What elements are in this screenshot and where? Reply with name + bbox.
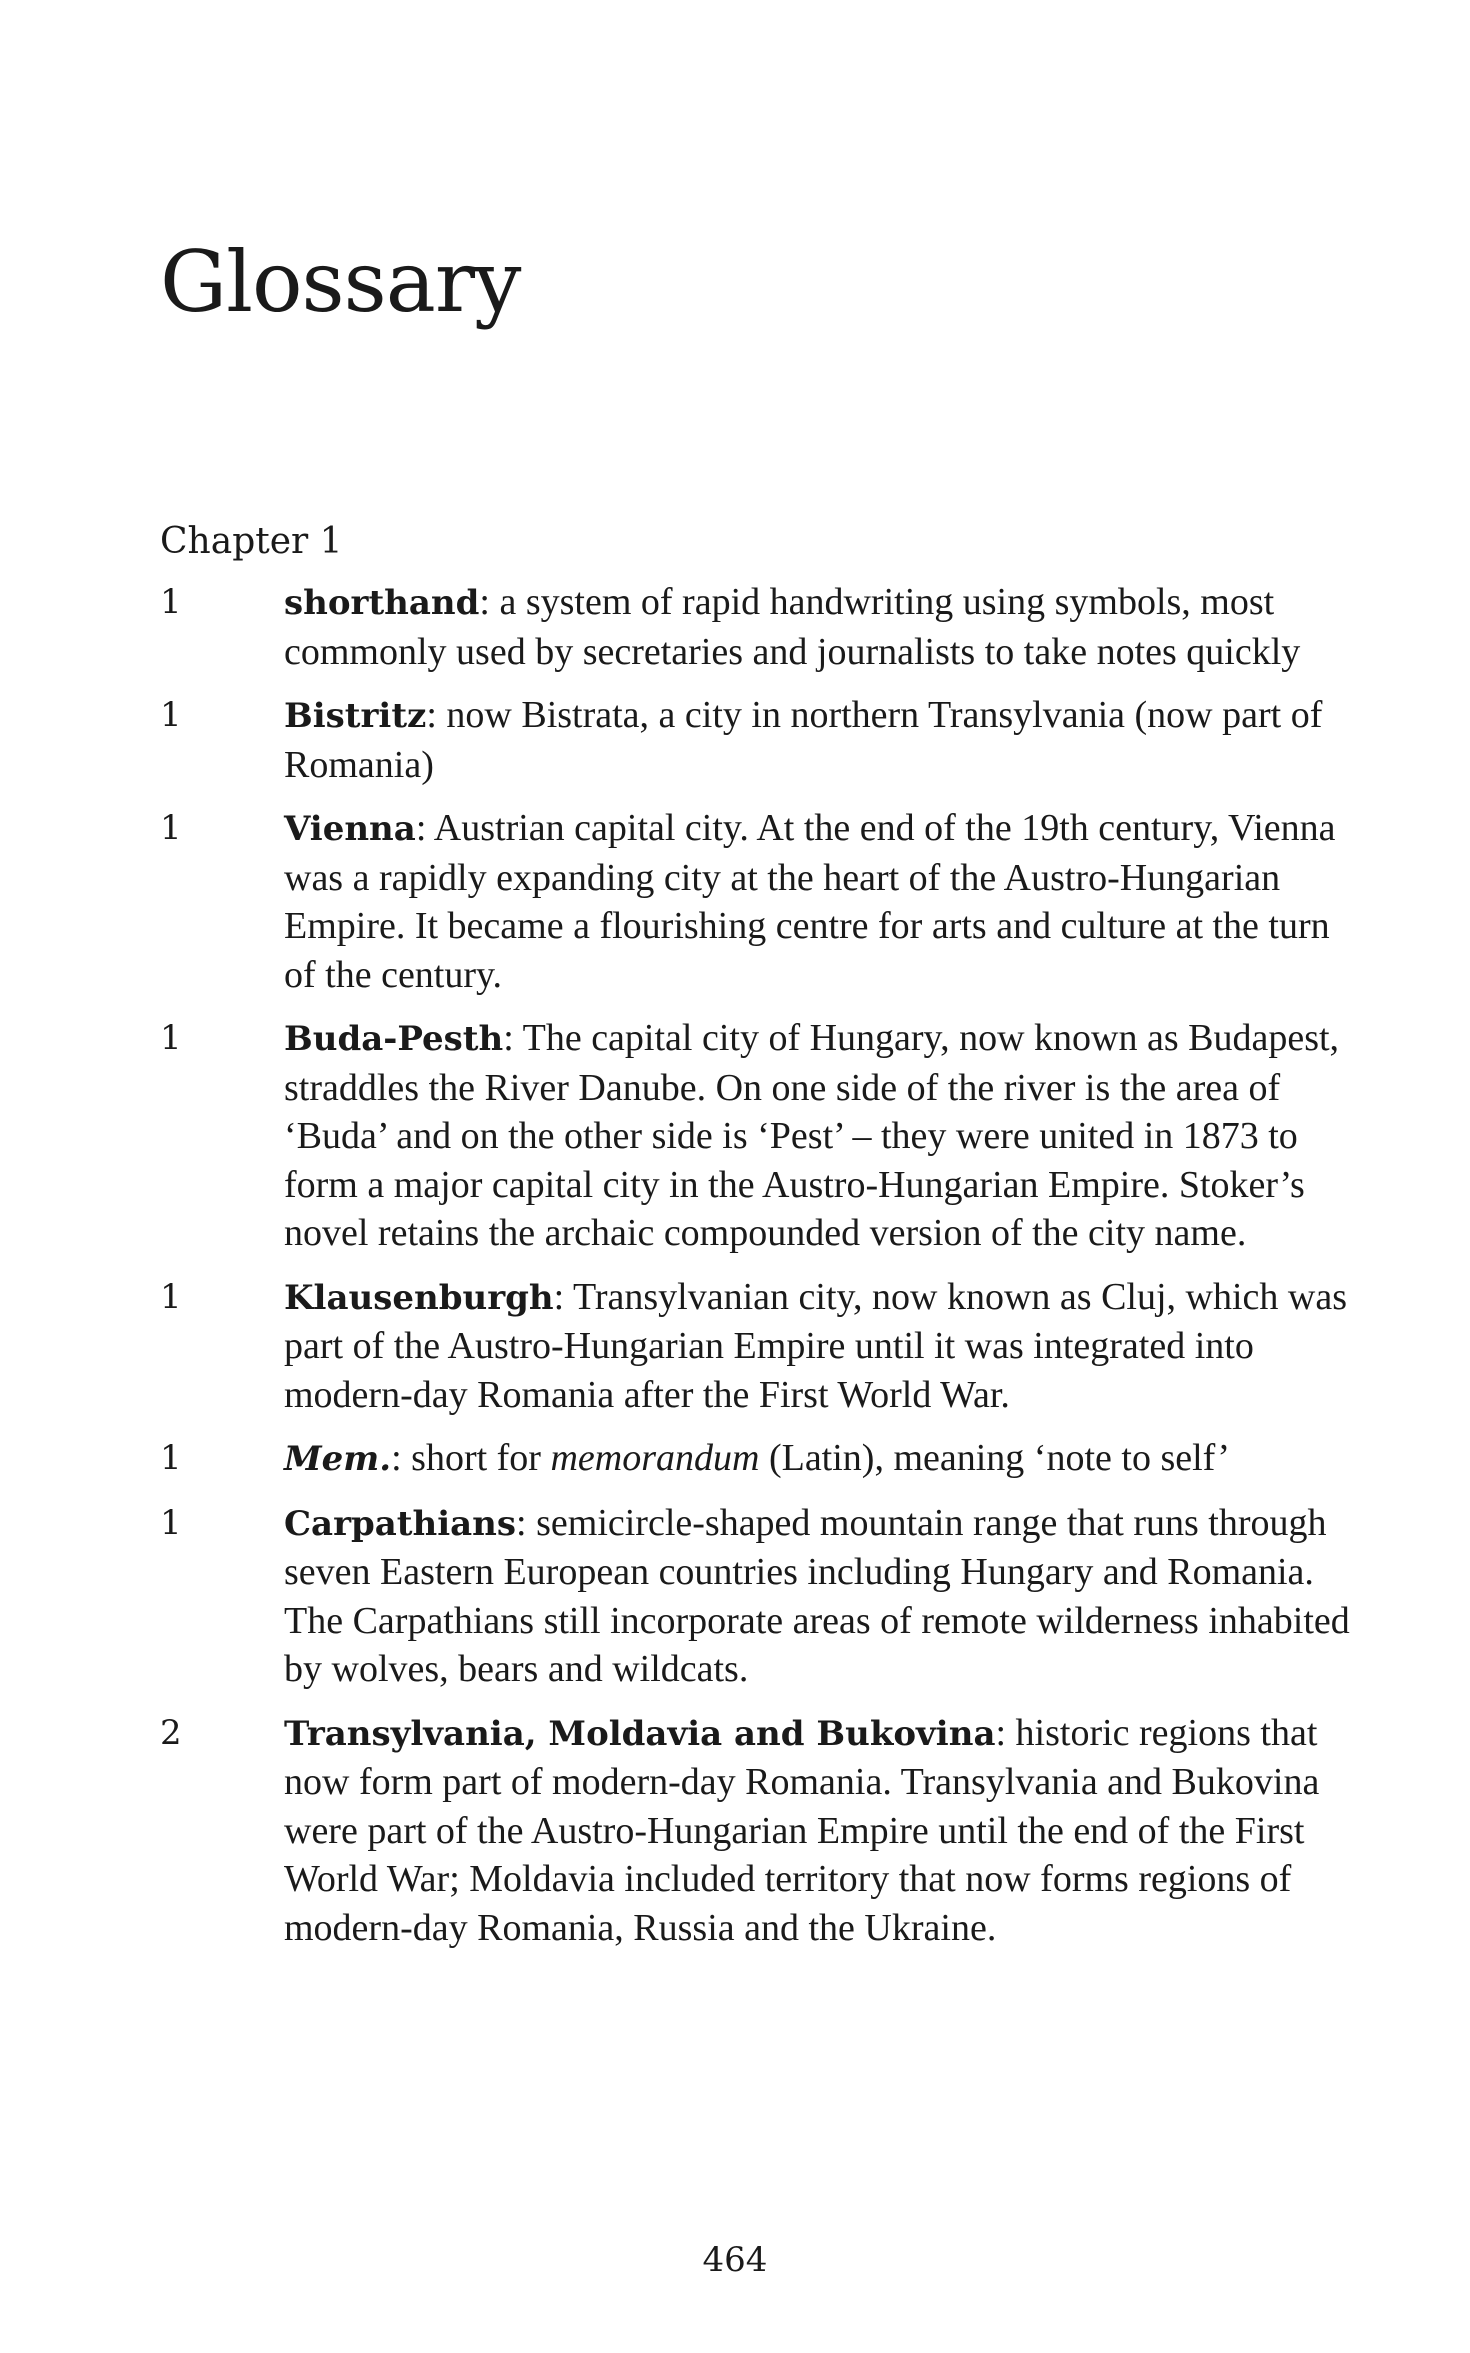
entry-body: Mem.: short for memorandum (Latin), meaning ‘note to self’ <box>284 1437 1231 1479</box>
page-title: Glossary <box>160 233 521 331</box>
entry-body: Klausenburgh: Transylvanian city, now known as Cluj, which was part of the Austro-Hungarian Empire until it was integrated into modern-day Romania after the First World War. <box>284 1275 1347 1416</box>
glossary-entry <box>160 1709 1350 1953</box>
glossary-entry <box>160 578 1350 676</box>
entry-term: Bistritz <box>284 696 427 736</box>
glossary-entry <box>160 1499 1350 1694</box>
entry-body: Transylvania, Moldavia and Bukovina: historic regions that now form part of modern-day Romania. Transylvania and Bukovina were part of the Austro-Hungarian Empire until the end of the First World War; Moldavia included territory that now forms regions of modern-day Romania, Russia and the Ukraine. <box>284 1711 1320 1949</box>
entry-term: Buda-Pesth <box>284 1019 504 1059</box>
glossary-entry <box>160 1273 1350 1420</box>
entry-term: Klausenburgh <box>284 1277 554 1318</box>
entry-definition: historic regions that now form part of modern-day Romania. Transylvania and Bukovina were part of the Austro-Hungarian Empire until the end of the First World War; Moldavia included territory that now forms regions of modern-day Romania, Russia and the Ukraine. <box>284 1711 1320 1949</box>
glossary-entry <box>160 691 1350 789</box>
entry-definition: Transylvanian city, now known as Cluj, which was part of the Austro-Hungarian Empire until it was integrated into modern-day Romania after the First World War. <box>284 1275 1347 1416</box>
entry-page-ref: 1 <box>160 1276 182 1317</box>
page-number: 464 <box>702 2240 768 2280</box>
entry-term: Carpathians <box>284 1503 517 1544</box>
entry-definition: a system of rapid handwriting using symbols, most commonly used by secretaries and journalists to take notes quickly <box>284 581 1301 673</box>
entry-page-ref: 1 <box>160 1502 182 1543</box>
entry-body: Bistritz: now Bistrata, a city in northern Transylvania (now part of Romania) <box>284 694 1323 786</box>
entry-page-ref: 1 <box>160 582 182 622</box>
entry-page-ref: 2 <box>160 1712 182 1753</box>
entry-body: Buda-Pesth: The capital city of Hungary, now known as Budapest, straddles the River Danube. On one side of the river is the area of ‘Buda’ and on the other side is ‘Pest’ – they were united in 1873 to form a major capital city in the Austro-Hungarian Empire. Stoker’s novel retains the archaic compounded version of the city name. <box>284 1017 1340 1254</box>
entry-definition: now Bistrata, a city in northern Transylvania (now part of Romania) <box>284 694 1323 786</box>
entry-page-ref: 1 <box>160 808 182 848</box>
glossary-list <box>160 578 1350 1967</box>
entry-definition: The capital city of Hungary, now known as Budapest, straddles the River Danube. On one side of the river is the area of ‘Buda’ and on the other side is ‘Pest’ – they were united in 1873 to form a major capital city in the Austro-Hungarian Empire. Stoker’s novel retains the archaic compounded version of the city name. <box>284 1017 1340 1254</box>
entry-body: shorthand: a system of rapid handwriting using symbols, most commonly used by secretaries and journalists to take notes quickly <box>284 581 1301 673</box>
entry-body: Carpathians: semicircle-shaped mountain range that runs through seven Eastern European countries including Hungary and Romania. The Carpathians still incorporate areas of remote wilderness inhabited by wolves, bears and wildcats. <box>284 1501 1350 1690</box>
entry-definition: Austrian capital city. At the end of the 19th century, Vienna was a rapidly expanding city at the heart of the Austro-Hungarian Empire. It became a flourishing centre for arts and culture at the turn of the century. <box>284 807 1336 996</box>
glossary-entry <box>160 804 1350 999</box>
entry-page-ref: 1 <box>160 1438 182 1478</box>
entry-definition: semicircle-shaped mountain range that runs through seven Eastern European countries including Hungary and Romania. The Carpathians still incorporate areas of remote wilderness inhabited by wolves, bears and wildcats. <box>284 1501 1350 1690</box>
entry-term: shorthand <box>284 583 480 623</box>
entry-page-ref: 1 <box>160 1018 182 1058</box>
entry-definition-after: (Latin), meaning ‘note to self’ <box>759 1437 1231 1479</box>
entry-definition-italic: memorandum <box>550 1437 760 1479</box>
entry-term: Vienna <box>284 809 416 849</box>
entry-term: Transylvania, Moldavia and Bukovina <box>284 1713 996 1754</box>
chapter-heading: Chapter 1 <box>160 521 343 562</box>
entry-definition-before: short for <box>411 1437 551 1479</box>
entry-page-ref: 1 <box>160 695 182 735</box>
glossary-entry <box>160 1434 1350 1484</box>
entry-body: Vienna: Austrian capital city. At the end of the 19th century, Vienna was a rapidly expanding city at the heart of the Austro-Hungarian Empire. It became a flourishing centre for arts and culture at the turn of the century. <box>284 807 1336 996</box>
glossary-entry <box>160 1014 1350 1258</box>
entry-term: Mem. <box>284 1439 392 1479</box>
